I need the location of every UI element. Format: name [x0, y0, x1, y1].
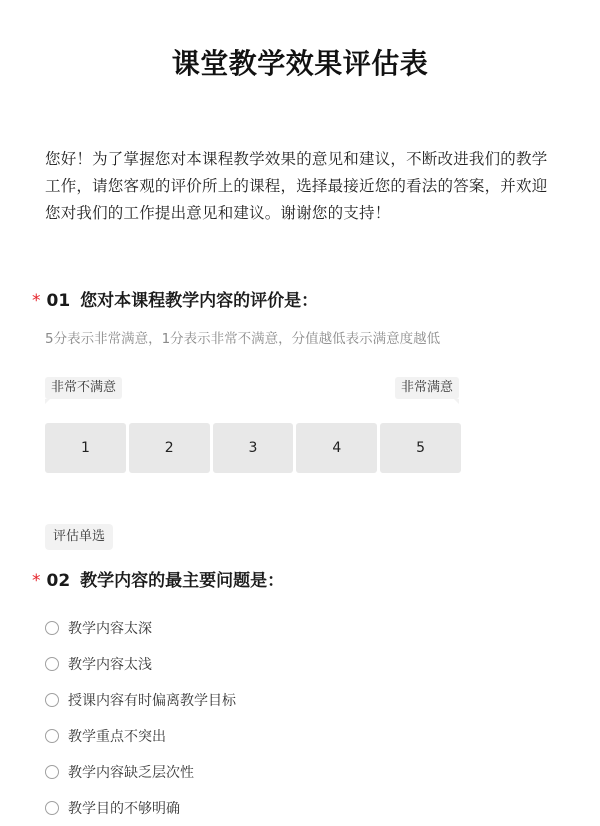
radio-option[interactable]	[45, 754, 565, 790]
question-text: 您对本课程教学内容的评价是：	[80, 291, 319, 311]
intro-text: 您好！为了掌握您对本课程教学效果的意见和建议，不断改进我们的教学工作，请您客观的评价所上的课程，选择最接近您的看法的答案，并欢迎您对我们的工作提出意见和建议。谢谢您的支持！	[45, 150, 548, 222]
scale-max-label: 非常满意	[395, 377, 459, 399]
required-mark: *	[32, 571, 41, 591]
radio-button[interactable]	[45, 693, 59, 707]
rating-option-4[interactable]: 4	[296, 423, 377, 473]
question-2-title	[32, 566, 284, 591]
radio-button[interactable]	[45, 765, 59, 779]
question-2-options	[45, 610, 565, 826]
radio-option[interactable]	[45, 610, 565, 646]
radio-button[interactable]	[45, 621, 59, 635]
option-label: 教学目的不够明确	[68, 801, 180, 817]
question-1-description: 5分表示非常满意，1分表示非常不满意，分值越低表示满意度越低	[45, 331, 441, 347]
question-text: 教学内容的最主要问题是：	[80, 571, 285, 591]
option-label: 授课内容有时偏离教学目标	[68, 693, 236, 709]
option-label: 教学重点不突出	[68, 729, 166, 745]
radio-option[interactable]	[45, 718, 565, 754]
rating-option-2[interactable]: 2	[129, 423, 210, 473]
radio-option[interactable]	[45, 790, 565, 826]
question-number: 01	[46, 291, 71, 311]
option-label: 教学内容缺乏层次性	[68, 765, 194, 781]
rating-option-5[interactable]: 5	[380, 423, 461, 473]
rating-scale	[45, 423, 461, 473]
radio-option[interactable]	[45, 682, 565, 718]
radio-button[interactable]	[45, 801, 59, 815]
question-type-tag: 评估单选	[45, 524, 113, 550]
rating-option-1[interactable]: 1	[45, 423, 126, 473]
required-mark: *	[32, 291, 41, 311]
radio-option[interactable]	[45, 646, 565, 682]
option-label: 教学内容太浅	[68, 657, 152, 673]
radio-button[interactable]	[45, 657, 59, 671]
page-title: 课堂教学效果评估表	[171, 47, 429, 80]
rating-option-3[interactable]: 3	[213, 423, 294, 473]
question-1-title	[32, 286, 318, 311]
scale-min-label: 非常不满意	[45, 377, 122, 399]
question-number: 02	[46, 571, 71, 591]
radio-button[interactable]	[45, 729, 59, 743]
option-label: 教学内容太深	[68, 621, 152, 637]
